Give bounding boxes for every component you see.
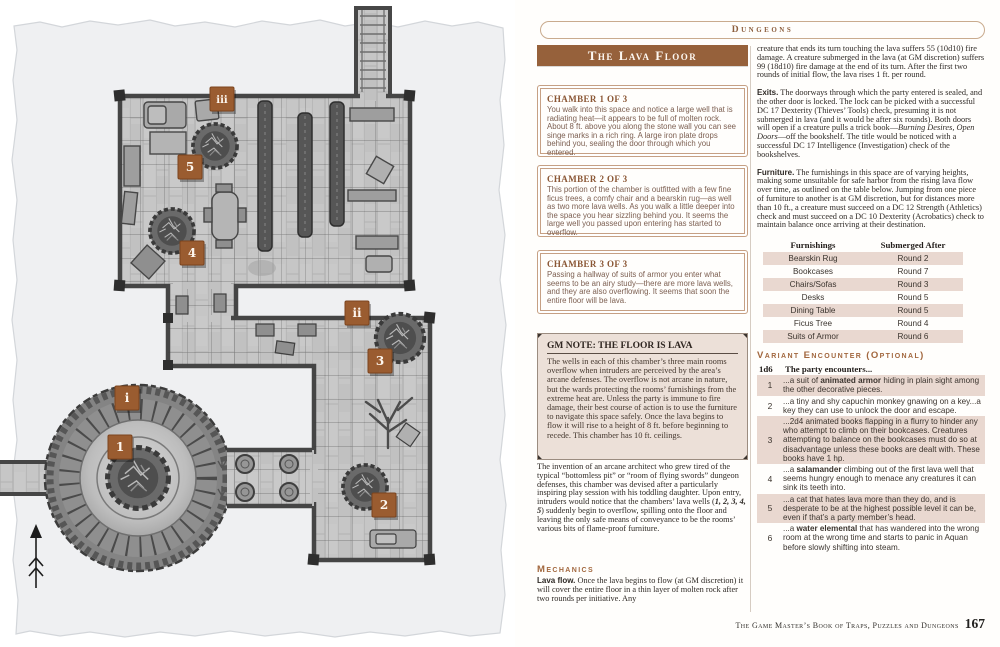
page-number: 167 xyxy=(964,616,985,631)
chamber-2-heading: CHAMBER 2 OF 3 xyxy=(547,174,628,184)
furnishing-name: Dining Table xyxy=(790,306,836,316)
encounter-text: ...a water elemental that has wandered into the wrong room at the wrong time and starts to panic in Aquan before slowly shifting into steam. xyxy=(783,524,980,552)
corridor-mid xyxy=(227,450,318,506)
map-marker-label: i xyxy=(124,391,130,405)
table-row xyxy=(763,330,963,343)
exits-paragraph: Exits. The doorways through which the party entered is sealed, and the other door is locked. The lock can be picked with a successful DC 17 Dexterity (Thieves’ Tools) check, presuming it is not submerged in lava (and it would be after six rounds). Both doors will open if a creature pulls a trick book—Burning Desires, Open Doors—off the bookshelf. The title would be noticed with a successful DC 17 Intelligence (Investigation) check of the bookshelves. xyxy=(757,88,983,159)
map-marker-3 xyxy=(368,349,394,376)
corner-ornament xyxy=(537,455,542,460)
encounter-text: ...a salamander climbing out of the first lava well that seems hungry enough to menace any creatures it can sink its teeth into. xyxy=(783,464,977,493)
furnishing-name: Chairs/Sofas xyxy=(789,280,837,290)
map-marker-label: 3 xyxy=(375,354,385,368)
column-divider xyxy=(750,46,751,612)
corner-ornament xyxy=(743,333,748,338)
table-row xyxy=(763,265,963,278)
roll-value: 2 xyxy=(767,400,773,411)
submerged-round: Round 4 xyxy=(897,319,929,329)
read-aloud-chamber-2 xyxy=(537,165,748,237)
table-row xyxy=(763,278,963,291)
chamber-3-heading: CHAMBER 3 OF 3 xyxy=(547,259,628,269)
map-marker-label: ii xyxy=(352,306,362,320)
furnishing-name: Ficus Tree xyxy=(793,319,833,329)
map-marker-1 xyxy=(108,435,134,462)
map-marker-label: 5 xyxy=(185,160,195,174)
map-marker-2 xyxy=(372,493,398,520)
furnishing-name: Bearskin Rug xyxy=(788,254,838,264)
encounter-row xyxy=(757,396,985,416)
submerged-round: Round 5 xyxy=(897,293,929,303)
variant-encounter-heading: Variant Encounter (Optional) xyxy=(757,350,925,362)
chamber-2-text: This portion of the chamber is outfitted with a few fine ficus trees, a comfy chair and a bearskin rug—as well as two more lava wells. As you walk a little deeper into the space you hear sizzling behind you. It seems the large well you passed upon entering has started to overflow. xyxy=(547,185,735,237)
table-row xyxy=(763,291,963,304)
submerged-round: Round 2 xyxy=(897,254,929,264)
table-row xyxy=(763,252,963,265)
encounter-row xyxy=(757,494,985,524)
page-footer xyxy=(735,616,985,632)
encounter-text: ...a suit of animated armor hiding in plain sight among the other decorative pieces. xyxy=(783,376,980,395)
mechanics-heading: Mechanics xyxy=(537,564,595,575)
furnishings-header-row xyxy=(763,239,963,252)
roll-value: 6 xyxy=(767,532,773,543)
furnishings-rows xyxy=(763,252,963,343)
map-marker-label: 4 xyxy=(187,246,197,260)
section-title: The Lava Floor xyxy=(587,47,698,63)
encounter-header-row xyxy=(757,364,985,374)
map-marker-4 xyxy=(180,241,206,268)
submerged-round: Round 3 xyxy=(897,280,929,290)
map-marker-label: 2 xyxy=(379,498,389,512)
encounter-table xyxy=(757,364,985,553)
text-page xyxy=(515,0,1000,647)
map-marker-iii xyxy=(210,87,236,114)
book-title: The Game Master’s Book of Traps, Puzzles and Dungeons xyxy=(735,621,959,630)
read-aloud-chamber-3 xyxy=(537,250,748,314)
submerged-round: Round 7 xyxy=(897,267,929,277)
encounter-text: ...2d4 animated books flapping in a flurry to hinder any who attempt to climb on their bookcases. Creatures attempting to balance on the bookcases must do so at disadvantage unless these books are dealt with. These books have 1 hp. xyxy=(783,416,980,463)
submerged-round: Round 6 xyxy=(897,332,929,342)
table-row xyxy=(763,317,963,330)
chamber-1-heading: CHAMBER 1 OF 3 xyxy=(547,94,628,104)
read-aloud-chamber-1 xyxy=(537,85,748,157)
gm-note-text: The wells in each of this chamber’s three main rooms overflow when intruders are perceived by the area’s arcane defenses. The overflow is not arcane in nature, but the wards protecting the rooms’ furnishings from the extreme heat are. Unless the party is immune to fire damage, their best course of action is to use the furniture to navigate this space safely. Once the lava begins to flow it will rise to a height of 8 ft. before beginning to recede. This chamber has 10 ft. ceilings. xyxy=(547,357,738,440)
submerged-round: Round 5 xyxy=(897,306,929,316)
roll-value: 4 xyxy=(767,473,773,484)
lava-damage-paragraph: creature that ends its turn touching the lava suffers 55 (10d10) fire damage. A creature submerged in the lava (at GM discretion) suffers 99 (18d10) fire damage at the end of its turn. After the first two rounds of initial flow, the lava rises 1 ft. per round. xyxy=(757,44,985,80)
roll-header: 1d6 xyxy=(759,364,773,375)
map-marker-label: iii xyxy=(216,95,228,106)
gm-note-box xyxy=(537,333,748,460)
page-header-banner xyxy=(540,21,985,39)
roll-value: 1 xyxy=(767,380,773,391)
furnishing-name: Suits of Armor xyxy=(787,332,839,342)
furnishings-col-header: Furnishings xyxy=(790,239,836,250)
roll-value: 5 xyxy=(767,503,773,514)
section-title-bar xyxy=(537,45,748,66)
furnishing-name: Bookcases xyxy=(792,267,834,277)
encounter-text: ...a tiny and shy capuchin monkey gnawing on a key...a key they can use to unlock the door and escape. xyxy=(783,396,981,415)
encounter-rows xyxy=(757,375,985,553)
corner-ornament xyxy=(743,455,748,460)
roll-value: 3 xyxy=(767,434,773,445)
mechanics-paragraph: Lava flow. Once the lava begins to flow (at GM discretion) it will cover the entire floor in a thin layer of molten rock after two rounds per initiative. Any xyxy=(537,576,744,603)
furnishings-table xyxy=(763,239,963,343)
encounter-row xyxy=(757,523,985,553)
furnishing-name: Desks xyxy=(801,293,825,303)
gm-note-heading: GM NOTE: THE FLOOR IS LAVA xyxy=(547,341,738,354)
furniture-paragraph: Furniture. The furnishings in this space are of varying heights, making some unsuitable for safe harbor from the rising lava flow over time, as outlined on the table below. Jumping from one piece of furniture to another is at GM discretion, but for distances more than 10 ft., a creature must succeed on a DC 12 Strength (Athletics) check and must succeed on a DC 10 Dexterity (Acrobatics) check to maintain balance once arriving at their destination. xyxy=(757,167,984,230)
map-marker-i xyxy=(115,386,141,413)
corner-ornament xyxy=(537,333,542,338)
encounter-row xyxy=(757,464,985,494)
map-marker-5 xyxy=(178,155,204,182)
table-row xyxy=(763,304,963,317)
chamber-3-text: Passing a hallway of suits of armor you enter what seems to be an airy study—there are more lava wells, and they are also overflowing. It seems that soon the entire floor will be lava. xyxy=(547,270,733,305)
column-2 xyxy=(757,45,985,553)
chamber-1-text: You walk into this space and notice a large well that is radiating heat—it appears to be full of molten rock. About 8 ft. above you along the stone wall you can see singe marks in a rich ring. A large iron plate drops behind you, sealing the door through which you entered. xyxy=(547,105,736,157)
chimney-corridor xyxy=(356,8,390,98)
encounter-text: ...a cat that hates lava more than they do, and is desperate to be at the highest possible level it can be, even if that’s a party member’s head. xyxy=(783,494,977,522)
map-marker-ii xyxy=(345,301,371,328)
intro-paragraph: The invention of an arcane architect who grew tired of the typical “bottomless pit” or “room of flying swords” dungeon defenses, this chamber was devised after a particularly inspiring play session with his toddling daughter. Upon entry, intruders would notice that the chambers’ lava wells (1, 2, 3, 4, 5) suddenly begin to overflow, spilling onto the floor and leaving the only safe means of conveyance to be the rooms’ various bits of flame-proof furniture. xyxy=(537,462,746,533)
encounter-row xyxy=(757,416,985,464)
page-header-label: Dungeons xyxy=(731,25,794,35)
submerged-col-header: Submerged After xyxy=(880,239,946,250)
map-marker-label: 1 xyxy=(115,440,125,454)
result-header: The party encounters... xyxy=(785,364,873,375)
encounter-row xyxy=(757,375,985,395)
